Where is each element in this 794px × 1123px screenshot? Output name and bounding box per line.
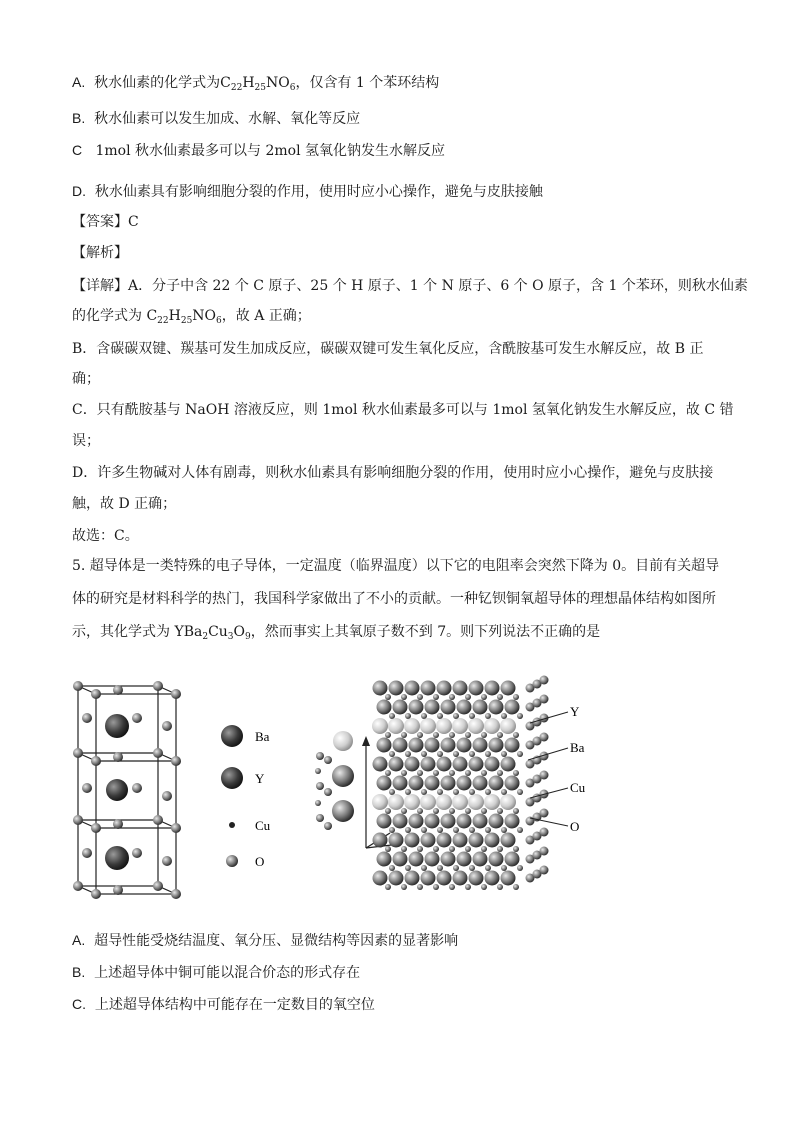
lattice-atom-small — [421, 865, 427, 871]
lattice-atom-small — [417, 846, 423, 852]
lattice-atom — [437, 757, 452, 772]
lattice-atom-small — [449, 694, 455, 700]
q4-option-b: B. 秋水仙素可以发生加成、水解、氧化等反应 — [72, 110, 361, 127]
lattice-atom-side — [540, 847, 549, 856]
lattice-atom-small — [417, 694, 423, 700]
lattice-atom-side — [540, 809, 549, 818]
lattice-atom — [453, 757, 468, 772]
legend-y: Y — [255, 771, 265, 786]
lattice-atom — [453, 833, 468, 848]
lattice-atom — [505, 814, 520, 829]
lattice-atom — [389, 871, 404, 886]
lattice-atom-side — [540, 695, 549, 704]
lattice-atom — [485, 757, 500, 772]
lattice-atom-small — [405, 751, 411, 757]
lattice-block — [372, 676, 549, 891]
lattice-atom-small — [401, 884, 407, 890]
lattice-atom-small — [417, 884, 423, 890]
lattice-atom-small — [469, 865, 475, 871]
legend-o: O — [255, 854, 265, 869]
detail-line-2: 的化学式为 $C_{22}H_{25}NO_6$，故 A 正确； — [72, 308, 311, 326]
lattice-atom — [500, 794, 516, 810]
lattice-atom — [505, 852, 520, 867]
lattice-atom-small — [485, 827, 491, 833]
lattice-atom-side — [540, 828, 549, 837]
lattice-atom-side — [540, 676, 549, 685]
legend-ba: Ba — [255, 729, 270, 744]
lattice-atom — [405, 681, 420, 696]
lattice-atom — [473, 738, 488, 753]
lattice-atom-small — [433, 732, 439, 738]
lattice-atom-small — [421, 827, 427, 833]
lattice-atom — [457, 852, 472, 867]
lattice-atom — [484, 718, 500, 734]
lattice-atom — [388, 718, 404, 734]
callout-o: O — [570, 819, 580, 834]
detail-line-6: 误； — [72, 433, 100, 449]
lattice-atom-small — [485, 865, 491, 871]
lattice-atom-small — [501, 827, 507, 833]
lattice-atom-small — [449, 732, 455, 738]
lattice-atom-small — [389, 789, 395, 795]
lattice-atom-small — [469, 713, 475, 719]
lattice-atom-small — [469, 789, 475, 795]
lattice-atom-small — [405, 789, 411, 795]
legend-cu: Cu — [255, 818, 271, 833]
lattice-atom — [393, 700, 408, 715]
lattice-atom-small — [513, 846, 519, 852]
lattice-atom — [485, 871, 500, 886]
lattice-atom — [437, 833, 452, 848]
lattice-atom-small — [437, 865, 443, 871]
lattice-atom — [469, 871, 484, 886]
lattice-atom-small — [481, 808, 487, 814]
lattice-atom — [425, 852, 440, 867]
lattice-atom — [505, 738, 520, 753]
lattice-atom — [469, 833, 484, 848]
lattice-atom — [393, 814, 408, 829]
lattice-atom — [473, 852, 488, 867]
crystal-structure-figure — [60, 668, 590, 918]
lattice-atom — [469, 757, 484, 772]
lattice-atom-small — [421, 713, 427, 719]
lattice-atom-small — [433, 770, 439, 776]
lattice-atom-small — [385, 732, 391, 738]
lattice-atom-small — [449, 770, 455, 776]
lattice-atom — [373, 871, 388, 886]
lattice-atom — [389, 833, 404, 848]
lattice-atom — [425, 700, 440, 715]
q4-option-a: A. 秋水仙素的化学式为$C_{22}H_{25}NO_6$，仅含有 1 个苯环结构 — [72, 74, 440, 93]
lattice-atom-small — [513, 770, 519, 776]
detail-line-5: C．只有酰胺基与 NaOH 溶液反应，则 1mol 秋水仙素最多可以与 1mol 氢氧化钠发生水解反应，故 C 错 — [72, 402, 734, 418]
lattice-atom-small — [437, 751, 443, 757]
lattice-atom-small — [417, 808, 423, 814]
lattice-atom — [373, 833, 388, 848]
lattice-atom — [372, 794, 388, 810]
lattice-atom — [489, 776, 504, 791]
lattice-atom-small — [401, 846, 407, 852]
lattice-atom — [501, 757, 516, 772]
lattice-atom-small — [497, 884, 503, 890]
lattice-atom — [420, 718, 436, 734]
q5-stem-line-2: 体的研究是材料科学的热门，我国科学家做出了不小的贡献。一种钇钡铜氧超导体的理想晶体结构如图所 — [72, 591, 716, 607]
lattice-atom-small — [481, 694, 487, 700]
analysis-label: 【解析】 — [72, 245, 128, 261]
lattice-atom-small — [517, 789, 523, 795]
lattice-atom — [373, 757, 388, 772]
lattice-atom-small — [401, 694, 407, 700]
detail-line-7: D．许多生物碱对人体有剧毒，则秋水仙素具有影响细胞分裂的作用，使用时应小心操作，避免与皮肤接 — [72, 465, 714, 481]
lattice-atom-small — [449, 884, 455, 890]
lattice-atom-small — [405, 827, 411, 833]
lattice-atom-small — [481, 732, 487, 738]
lattice-atom-small — [421, 789, 427, 795]
lattice-atom — [501, 871, 516, 886]
lattice-atom — [489, 852, 504, 867]
lattice-atom — [388, 794, 404, 810]
lattice-atom — [389, 681, 404, 696]
lattice-atom — [393, 776, 408, 791]
lattice-atom-small — [501, 789, 507, 795]
callout-cu: Cu — [570, 780, 586, 795]
lattice-atom-small — [401, 808, 407, 814]
lattice-atom-small — [401, 770, 407, 776]
lattice-atom — [489, 814, 504, 829]
lattice-atom — [377, 776, 392, 791]
lattice-atom — [377, 738, 392, 753]
lattice-atom-small — [385, 846, 391, 852]
lattice-atom-side — [540, 771, 549, 780]
q4-option-c: C 1mol 秋水仙素最多可以与 2mol 氢氧化钠发生水解反应 — [72, 142, 446, 159]
lattice-atom — [441, 700, 456, 715]
callouts — [528, 712, 568, 826]
unit-cell-atoms — [73, 681, 181, 899]
lattice-atom-small — [465, 732, 471, 738]
lattice-atom — [409, 700, 424, 715]
lattice-atom-small — [481, 884, 487, 890]
lattice-atom-small — [389, 865, 395, 871]
lattice-atom-small — [385, 808, 391, 814]
lattice-atom-small — [465, 808, 471, 814]
lattice-atom-small — [469, 751, 475, 757]
lattice-atom-small — [385, 770, 391, 776]
lattice-atom — [421, 681, 436, 696]
lattice-atom-small — [433, 694, 439, 700]
lattice-atom — [453, 681, 468, 696]
lattice-atom-small — [497, 770, 503, 776]
lattice-atom-small — [517, 751, 523, 757]
lattice-atom-small — [405, 865, 411, 871]
lattice-atom — [457, 738, 472, 753]
lattice-atom — [404, 794, 420, 810]
lattice-atom-small — [517, 713, 523, 719]
q5-option-a: A. 超导性能受烧结温度、氧分压、显微结构等因素的显著影响 — [72, 932, 459, 949]
lattice-atom — [473, 814, 488, 829]
lattice-atom — [437, 871, 452, 886]
lattice-atom — [489, 738, 504, 753]
lattice-atom — [377, 700, 392, 715]
lattice-atom-small — [389, 827, 395, 833]
lattice-atom-small — [497, 732, 503, 738]
q5-option-c: C. 上述超导体结构中可能存在一定数目的氧空位 — [72, 996, 375, 1013]
lattice-atom-small — [453, 713, 459, 719]
lattice-atom-small — [513, 694, 519, 700]
lattice-atom-small — [405, 713, 411, 719]
lattice-atom-small — [501, 713, 507, 719]
callout-ba: Ba — [570, 740, 585, 755]
lattice-atom-small — [485, 789, 491, 795]
lattice-atom-small — [433, 884, 439, 890]
lattice-atom-small — [437, 713, 443, 719]
answer-label: 【答案】C — [72, 214, 139, 230]
lattice-atom-small — [481, 770, 487, 776]
detail-line-1: 【详解】A．分子中含 22 个 C 原子、25 个 H 原子、1 个 N 原子、6 个 O 原子，含 1 个苯环，则秋水仙素 — [72, 278, 748, 294]
lattice-atom-small — [469, 827, 475, 833]
lattice-atom — [484, 794, 500, 810]
q5-stem-line-1: 5. 超导体是一类特殊的电子导体，一定温度（临界温度）以下它的电阻率会突然下降为 0。目前有关超导 — [72, 558, 720, 574]
lattice-atom — [485, 833, 500, 848]
lattice-atom — [436, 794, 452, 810]
lattice-atom — [409, 852, 424, 867]
lattice-atom — [453, 871, 468, 886]
lattice-atom-small — [421, 751, 427, 757]
lattice-atom-small — [513, 732, 519, 738]
detail-line-4: 确； — [72, 371, 100, 387]
lattice-atom — [441, 738, 456, 753]
lattice-atom — [377, 852, 392, 867]
lattice-atom-side — [540, 866, 549, 875]
lattice-atom — [436, 718, 452, 734]
detail-line-3: B．含碳碳双键、羰基可发生加成反应，碳碳双键可发生氧化反应，含酰胺基可发生水解反应，故 B 正 — [72, 341, 704, 357]
lattice-atom-small — [485, 713, 491, 719]
choice-line: 故选：C。 — [72, 528, 139, 544]
lattice-atom — [393, 738, 408, 753]
lattice-atom — [457, 814, 472, 829]
lattice-atom-small — [465, 694, 471, 700]
lattice-atom-small — [449, 808, 455, 814]
lattice-atom-small — [417, 732, 423, 738]
lattice-atom — [501, 833, 516, 848]
lattice-atom — [473, 700, 488, 715]
lattice-atom-small — [453, 751, 459, 757]
lattice-atom — [421, 871, 436, 886]
lattice-atom — [373, 681, 388, 696]
lattice-atom-small — [417, 770, 423, 776]
lattice-atom — [457, 700, 472, 715]
lattice-atom-small — [389, 713, 395, 719]
lattice-atom — [437, 681, 452, 696]
lattice-atom — [505, 700, 520, 715]
lattice-atom — [409, 776, 424, 791]
lattice-atom — [421, 757, 436, 772]
lattice-atom — [468, 718, 484, 734]
lattice-atom-small — [401, 732, 407, 738]
lattice-atom-small — [437, 827, 443, 833]
lattice-atom — [505, 776, 520, 791]
lattice-atom-small — [485, 751, 491, 757]
lattice-atom-small — [465, 770, 471, 776]
lattice-atom — [452, 718, 468, 734]
lattice-atom — [485, 681, 500, 696]
lattice-atom — [377, 814, 392, 829]
callout-y: Y — [570, 704, 580, 719]
lattice-atom — [441, 852, 456, 867]
lattice-atom — [372, 718, 388, 734]
lattice-atom — [500, 718, 516, 734]
lattice-atom — [452, 794, 468, 810]
lattice-atom-small — [497, 694, 503, 700]
lattice-atom — [389, 757, 404, 772]
lattice-atom — [393, 852, 408, 867]
lattice-atom — [425, 814, 440, 829]
lattice-atom-small — [465, 884, 471, 890]
lattice-atom-small — [513, 808, 519, 814]
lattice-atom — [421, 833, 436, 848]
lattice-atom — [405, 833, 420, 848]
lattice-atom — [469, 681, 484, 696]
lattice-atom-small — [389, 751, 395, 757]
q5-option-b: B. 上述超导体中铜可能以混合价态的形式存在 — [72, 964, 361, 981]
lattice-atom — [473, 776, 488, 791]
lattice-atom-small — [385, 694, 391, 700]
lattice-atom — [489, 700, 504, 715]
lattice-atom — [405, 757, 420, 772]
lattice-atom-small — [513, 884, 519, 890]
detail-line-8: 触，故 D 正确； — [72, 496, 177, 512]
lattice-atom — [501, 681, 516, 696]
lattice-atom-small — [501, 751, 507, 757]
lattice-atom-small — [433, 808, 439, 814]
lattice-atom-small — [497, 846, 503, 852]
lattice-atom-small — [481, 846, 487, 852]
lattice-atom — [404, 718, 420, 734]
lattice-atom-small — [453, 789, 459, 795]
lattice-atom — [425, 776, 440, 791]
lattice-atom — [405, 871, 420, 886]
lattice-atom-small — [453, 827, 459, 833]
legend — [221, 725, 271, 869]
lattice-atom-small — [453, 865, 459, 871]
lattice-atom-small — [517, 865, 523, 871]
lattice-atom — [409, 814, 424, 829]
lattice-atom — [457, 776, 472, 791]
lattice-atom-small — [449, 846, 455, 852]
lattice-atom-small — [433, 846, 439, 852]
lattice-atom-small — [517, 827, 523, 833]
lattice-atom — [441, 814, 456, 829]
lattice-atom-small — [465, 846, 471, 852]
q5-stem-line-3: 示，其化学式为 $YBa_2Cu_3O_9$，然而事实上其氧原子数不到 7。则下列说法不正确的是 — [72, 624, 601, 642]
lattice-atom — [409, 738, 424, 753]
lattice-atom-small — [501, 865, 507, 871]
lattice-atom — [425, 738, 440, 753]
lattice-atom-small — [497, 808, 503, 814]
lattice-atom-small — [385, 884, 391, 890]
lattice-atom — [441, 776, 456, 791]
lattice-atom-small — [437, 789, 443, 795]
lattice-atom — [468, 794, 484, 810]
q4-option-d: D. 秋水仙素具有影响细胞分裂的作用，使用时应小心操作，避免与皮肤接触 — [72, 183, 543, 200]
lattice-atom — [420, 794, 436, 810]
lattice-atom-side — [540, 733, 549, 742]
